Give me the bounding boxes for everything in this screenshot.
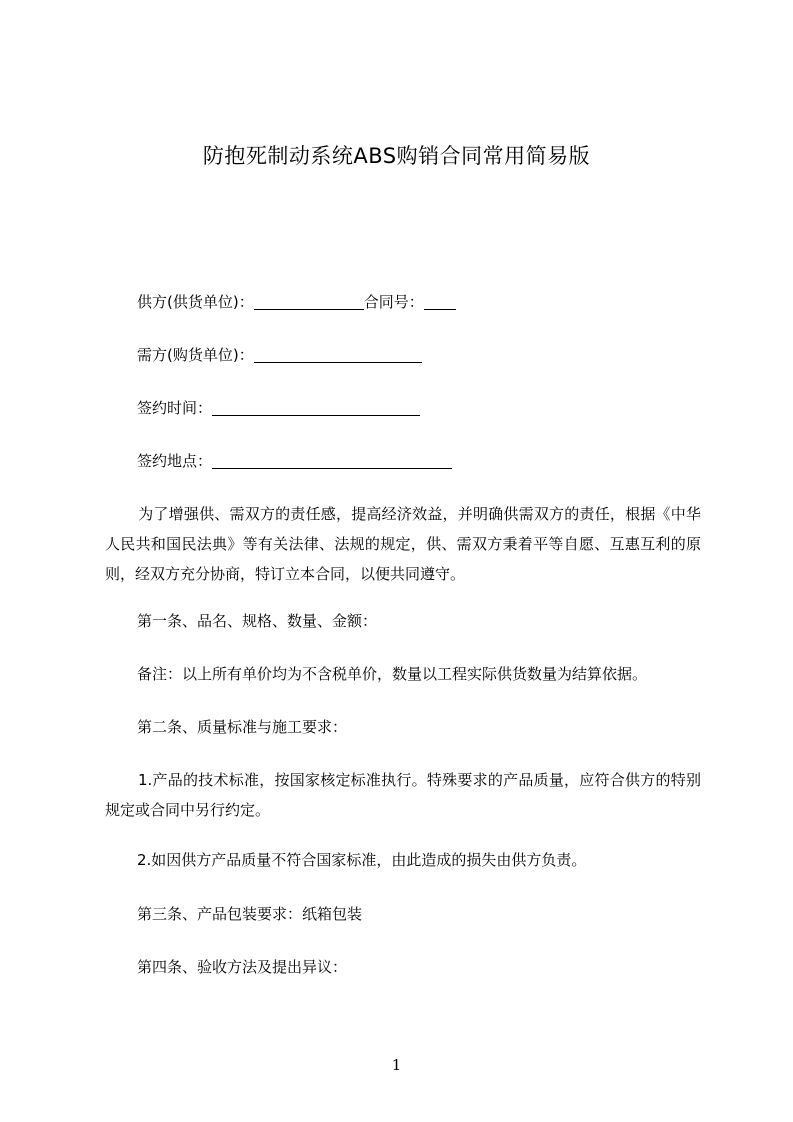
supplier-label: 供方(供货单位)： (137, 293, 254, 311)
page-number: 1 (391, 1056, 402, 1074)
item-1-text: 1.产品的技术标准，按国家核定标准执行。特殊要求的产品质量，应符合供方的特别规定或合同中另行约定。 (105, 771, 701, 819)
buyer-blank (254, 348, 422, 363)
note-line: 备注：以上所有单价均为不含税单价，数量以工程实际供货数量为结算依据。 (137, 665, 648, 683)
document-title: 防抱死制动系统ABS购销合同常用简易版 (202, 144, 591, 168)
article-4: 第四条、验收方法及提出异议： (137, 958, 348, 976)
sign-place-line (137, 451, 452, 471)
supplier-blank (254, 295, 364, 310)
contract-no-blank (424, 295, 456, 310)
item-1-paragraph (105, 765, 701, 825)
intro-text: 为了增强供、需双方的责任感，提高经济效益，并明确供需双方的责任，根据《中华人民共和国民法典》等有关法律、法规的规定，供、需双方秉着平等自愿、互惠互利的原则，经双方充分协商，特订立本合同，以便共同遵守。 (105, 505, 701, 583)
sign-time-label: 签约时间： (137, 399, 213, 417)
article-3: 第三条、产品包装要求：纸箱包装 (137, 905, 363, 923)
sign-time-line (137, 398, 420, 418)
sign-place-label: 签约地点： (137, 452, 213, 470)
sign-time-blank (212, 401, 420, 416)
article-1: 第一条、品名、规格、数量、金额： (137, 612, 378, 630)
item-2: 2.如因供方产品质量不符合国家标准，由此造成的损失由供方负责。 (137, 851, 587, 869)
buyer-line (137, 345, 422, 365)
contract-no-label: 合同号： (363, 293, 424, 311)
buyer-label: 需方(购货单位)： (137, 346, 254, 364)
article-2: 第二条、质量标准与施工要求： (137, 718, 348, 736)
intro-paragraph (105, 499, 701, 589)
sign-place-blank (212, 454, 452, 469)
supplier-line (137, 292, 456, 312)
